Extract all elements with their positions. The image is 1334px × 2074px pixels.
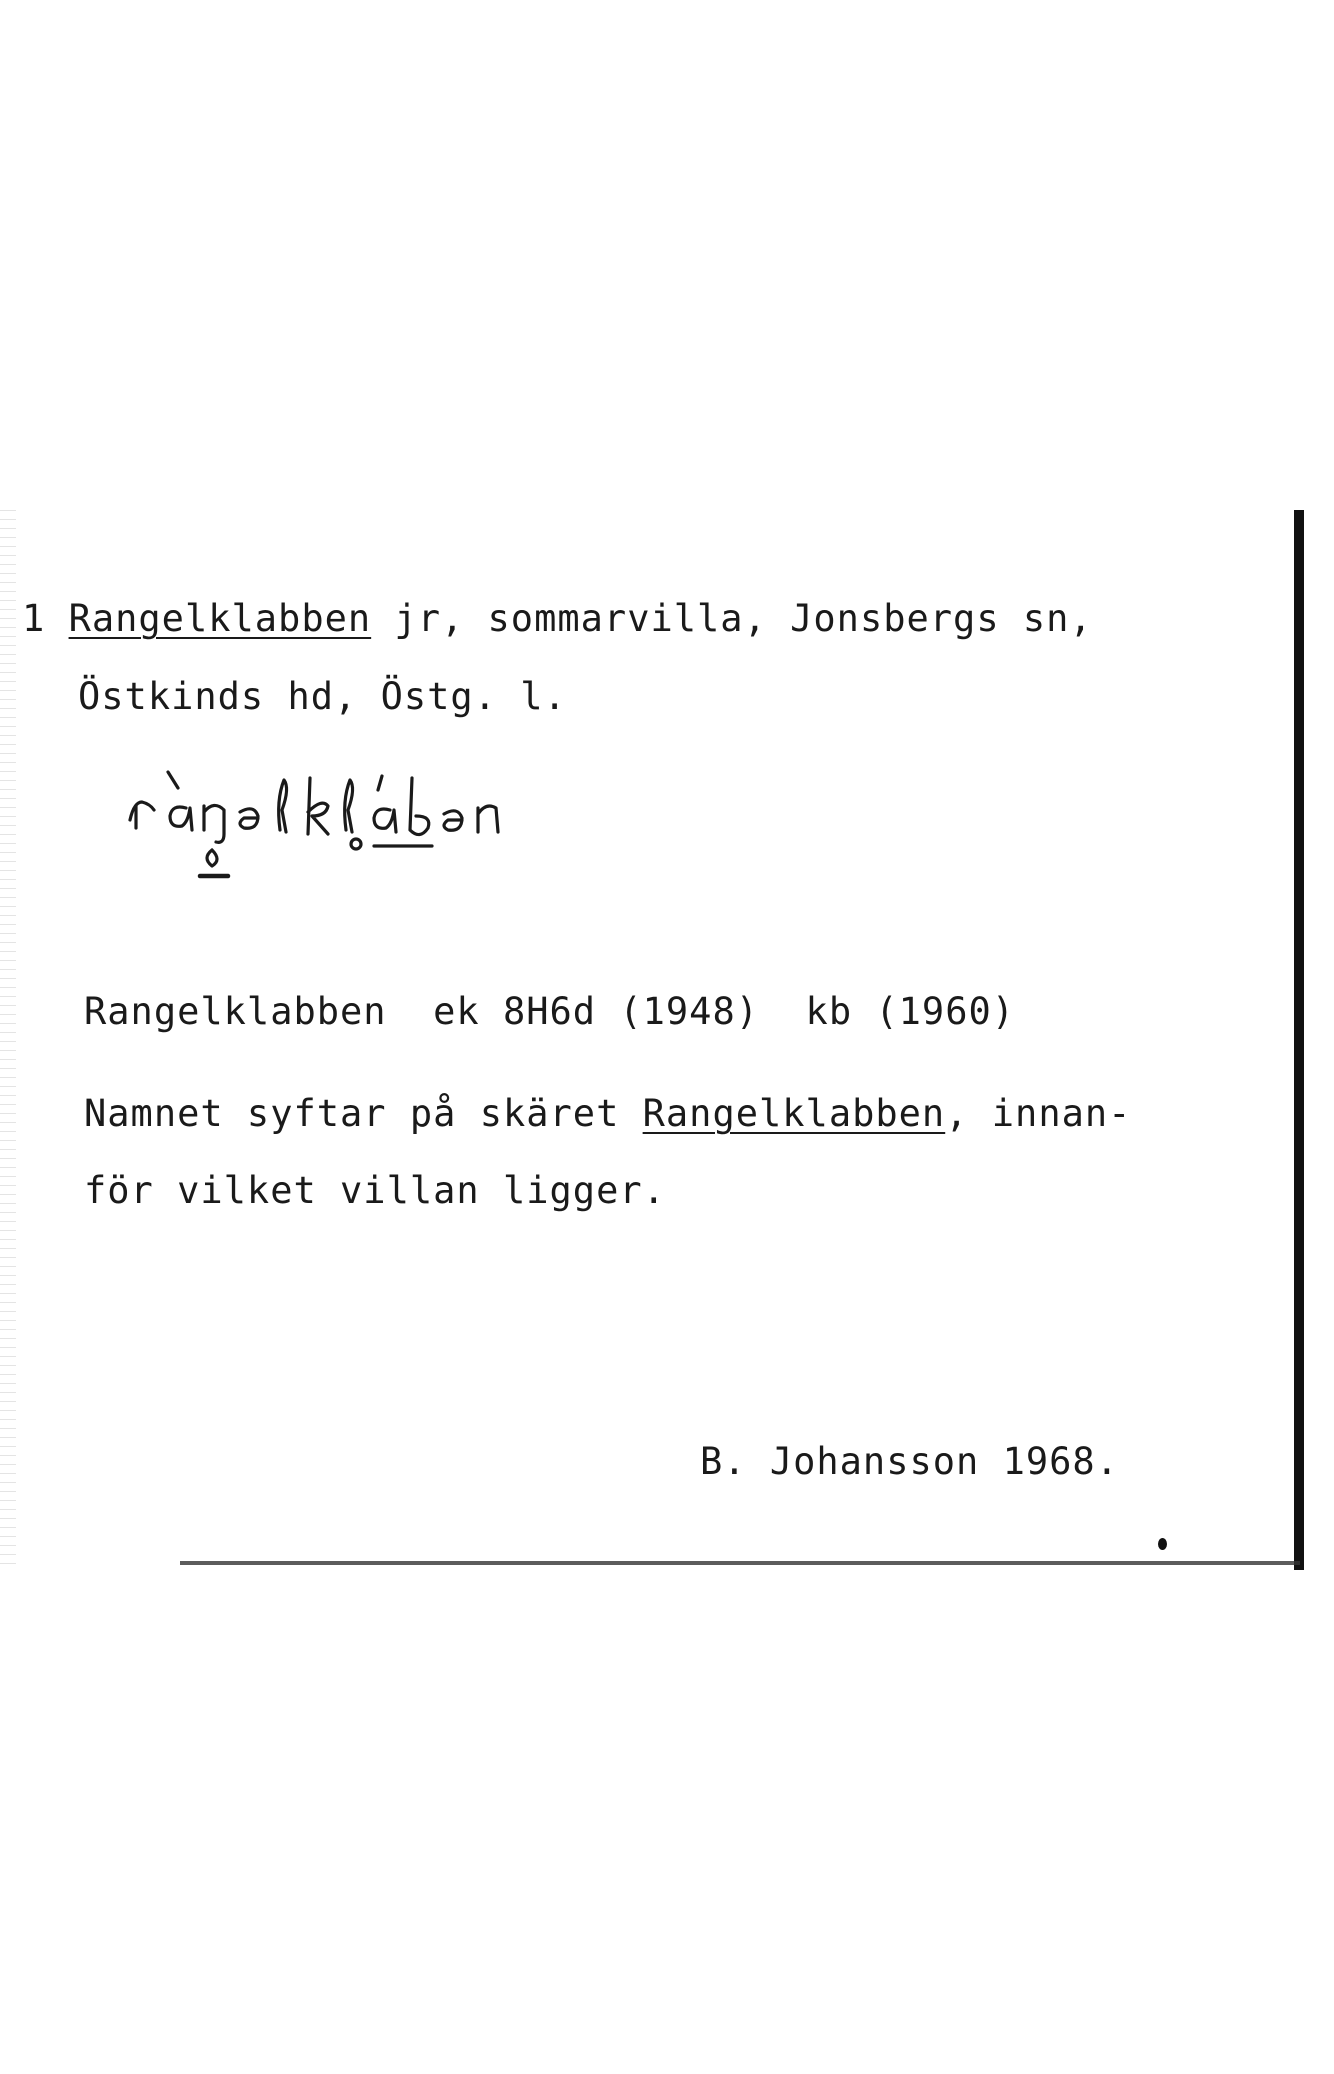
entry-line-1	[22, 597, 1093, 640]
explanation-line-1	[84, 1092, 1132, 1135]
signature: B. Johansson 1968.	[700, 1440, 1119, 1483]
entry-number: 1	[22, 597, 46, 640]
entry-description: jr, sommarvilla, Jonsbergs sn,	[371, 597, 1093, 640]
entry-name: Rangelklabben	[68, 597, 372, 640]
card-bottom-border	[180, 1561, 1300, 1565]
explanation-text: Namnet syftar på skäret	[84, 1092, 643, 1135]
explanation-line-2: för vilket villan ligger.	[84, 1169, 666, 1212]
ink-mark	[1158, 1538, 1167, 1550]
explanation-place-name: Rangelklabben	[642, 1092, 946, 1135]
entry-line-2: Östkinds hd, Östg. l.	[78, 675, 567, 718]
sources-line: Rangelklabben ek 8H6d (1948) kb (1960)	[84, 990, 1016, 1033]
card-left-edge	[0, 510, 16, 1570]
explanation-text-end: , innan-	[945, 1092, 1132, 1135]
handwritten-pronunciation	[120, 750, 620, 900]
card-right-border	[1294, 510, 1304, 1570]
